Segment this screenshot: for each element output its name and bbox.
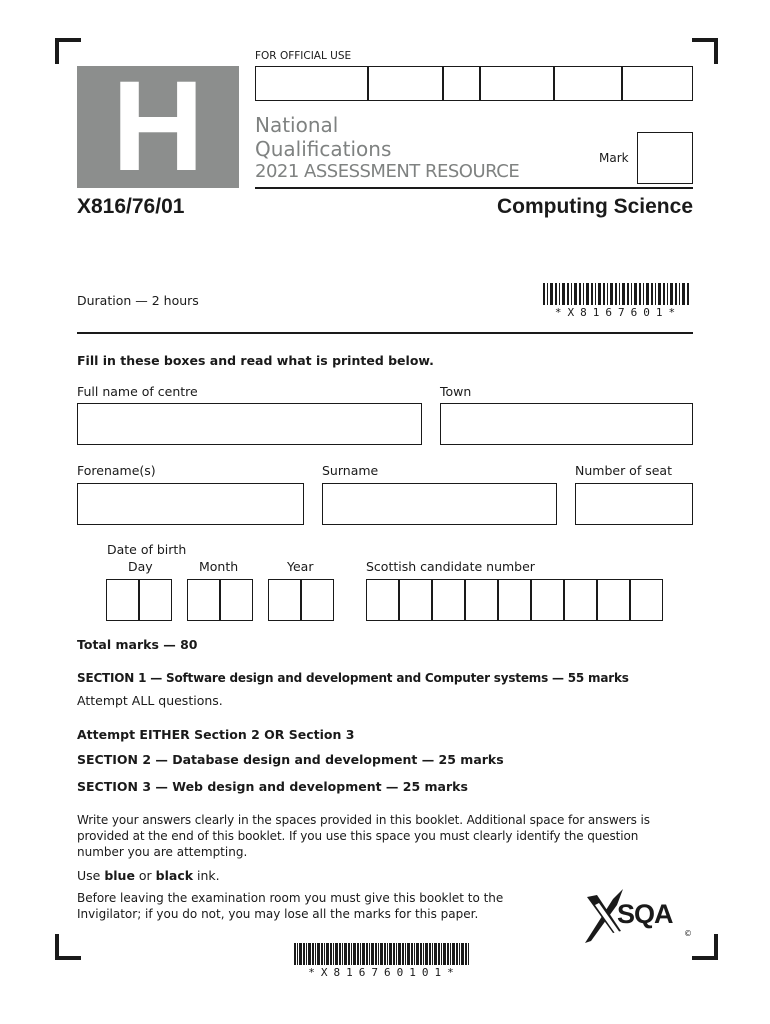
- dob-day-cell-1[interactable]: [106, 579, 139, 621]
- barcode-bar: [432, 943, 433, 965]
- ink-black: black: [155, 868, 194, 883]
- nq-line-national: National: [255, 113, 339, 137]
- barcode-bar: [335, 943, 338, 965]
- barcode-bar: [306, 943, 307, 965]
- barcode-bar: [411, 943, 413, 965]
- barcode-bar: [555, 283, 557, 305]
- scn-cell-7[interactable]: [564, 579, 597, 621]
- sqa-logo-text: SQA: [617, 899, 673, 929]
- barcode-bar: [543, 283, 545, 305]
- crop-mark-top-right: [692, 38, 718, 64]
- barcode-bar: [607, 283, 608, 305]
- seat-number-label: Number of seat: [575, 463, 672, 478]
- barcode-bar: [441, 943, 442, 965]
- barcode-bar: [297, 943, 298, 965]
- barcode-bar: [591, 283, 593, 305]
- header-rule: [255, 187, 693, 189]
- barcode-bar: [663, 283, 665, 305]
- barcode-bar: [610, 283, 613, 305]
- barcode-bar: [658, 283, 661, 305]
- date-of-birth-label: Date of birth: [107, 542, 187, 557]
- barcode-bar: [357, 943, 359, 965]
- barcode-bar: [407, 943, 410, 965]
- duration-rule: [77, 332, 693, 334]
- subject-title: Computing Science: [496, 195, 693, 218]
- scn-cell-4[interactable]: [465, 579, 498, 621]
- barcode-bar: [396, 943, 397, 965]
- surname-label: Surname: [322, 463, 379, 478]
- nq-line-assessment: 2021 ASSESSMENT RESOURCE: [255, 161, 520, 182]
- barcode-bar: [330, 943, 332, 965]
- barcode-bar: [655, 283, 656, 305]
- barcode-bottom-text: *X816760101*: [308, 966, 460, 979]
- crop-mark-bottom-left: [55, 934, 81, 960]
- official-use-box: [255, 66, 693, 101]
- mark-box: [637, 132, 693, 184]
- barcode-bar: [550, 283, 553, 305]
- nq-line-qualifications: Qualifications: [255, 137, 392, 161]
- barcode-top-text: *X8167601*: [554, 306, 682, 319]
- barcode-bar: [622, 283, 625, 305]
- dob-year-cell-2[interactable]: [301, 579, 334, 621]
- form-instruction: Fill in these boxes and read what is printed below.: [77, 353, 434, 368]
- barcode-bar: [574, 283, 577, 305]
- barcode-bar: [447, 943, 449, 965]
- barcode-bar: [384, 943, 386, 965]
- attempt-either-text: Attempt EITHER Section 2 OR Section 3: [77, 727, 355, 742]
- crop-mark-bottom-right: [692, 934, 718, 960]
- barcode-bar: [371, 943, 374, 965]
- higher-logo: [77, 55, 239, 198]
- section-3-heading: SECTION 3 — Web design and development — 25 marks: [77, 779, 468, 794]
- barcode-bar: [687, 283, 689, 305]
- barcode-bar: [378, 943, 379, 965]
- barcode-bar: [362, 943, 365, 965]
- barcode-bar: [353, 943, 356, 965]
- barcode-bar: [321, 943, 323, 965]
- barcode-bar: [324, 943, 325, 965]
- barcode-bar: [312, 943, 314, 965]
- barcode-bar: [579, 283, 581, 305]
- barcode-bar: [465, 943, 467, 965]
- barcode-bar: [414, 943, 415, 965]
- ink-or: or: [134, 868, 156, 883]
- barcode-bar: [425, 943, 428, 965]
- scn-cell-1[interactable]: [366, 579, 399, 621]
- forenames-label: Forename(s): [77, 463, 156, 478]
- higher-logo-letter: H: [111, 55, 205, 198]
- barcode-bar: [615, 283, 617, 305]
- barcode-bar: [456, 943, 458, 965]
- surname-field[interactable]: [322, 483, 557, 525]
- barcode-bar: [583, 283, 584, 305]
- barcode-bar: [547, 283, 548, 305]
- barcode-bar: [429, 943, 431, 965]
- total-marks: Total marks — 80: [77, 637, 198, 652]
- barcode-bar: [315, 943, 316, 965]
- barcode-bar: [375, 943, 377, 965]
- barcode-bar: [360, 943, 361, 965]
- section-2-heading: SECTION 2 — Database design and development — 25 marks: [77, 752, 504, 767]
- section-1-heading: SECTION 1 — Software design and development and Computer systems — 55 marks: [77, 671, 629, 685]
- barcode-bottom: [294, 943, 474, 979]
- barcode-bottom-bars: [294, 943, 474, 965]
- barcode-top: [543, 283, 693, 319]
- town-label: Town: [440, 384, 472, 399]
- ink-suffix: ink.: [193, 868, 220, 883]
- ink-prefix: Use: [77, 868, 105, 883]
- barcode-bar: [670, 283, 673, 305]
- scn-cell-6[interactable]: [531, 579, 564, 621]
- ink-blue: blue: [104, 868, 135, 883]
- barcode-bar: [389, 943, 392, 965]
- official-use-label: FOR OFFICIAL USE: [255, 50, 352, 62]
- sqa-copyright: ©: [684, 929, 692, 938]
- barcode-bar: [416, 943, 419, 965]
- barcode-bar: [682, 283, 685, 305]
- barcode-bar: [468, 943, 469, 965]
- scn-cell-3[interactable]: [432, 579, 465, 621]
- forenames-field[interactable]: [77, 483, 304, 525]
- month-label: Month: [199, 559, 239, 574]
- barcode-bar: [351, 943, 352, 965]
- barcode-bar: [369, 943, 370, 965]
- barcode-bar: [423, 943, 424, 965]
- barcode-top-bars: [543, 283, 693, 305]
- barcode-bar: [366, 943, 368, 965]
- scn-cell-8[interactable]: [597, 579, 630, 621]
- barcode-bar: [420, 943, 422, 965]
- barcode-bar: [631, 283, 632, 305]
- ink-instruction: [77, 868, 220, 883]
- mark-label: Mark: [599, 151, 629, 165]
- barcode-bar: [679, 283, 680, 305]
- barcode-bar: [667, 283, 668, 305]
- barcode-bar: [675, 283, 677, 305]
- barcode-bar: [646, 283, 649, 305]
- write-instructions-line-2: provided at the end of this booklet. If you use this space you must clearly identify the question: [77, 829, 639, 843]
- barcode-bar: [571, 283, 572, 305]
- barcode-bar: [294, 943, 296, 965]
- barcode-bar: [651, 283, 653, 305]
- barcode-bar: [380, 943, 383, 965]
- barcode-bar: [598, 283, 601, 305]
- town-field[interactable]: [440, 403, 693, 445]
- barcode-bar: [326, 943, 329, 965]
- barcode-bar: [567, 283, 569, 305]
- barcode-bar: [603, 283, 605, 305]
- duration-text: Duration — 2 hours: [77, 293, 199, 308]
- barcode-bar: [387, 943, 388, 965]
- barcode-bar: [619, 283, 620, 305]
- day-label: Day: [128, 559, 153, 574]
- barcode-bar: [339, 943, 341, 965]
- barcode-bar: [450, 943, 451, 965]
- centre-name-field[interactable]: [77, 403, 422, 445]
- write-instructions-line-1: Write your answers clearly in the spaces provided in this booklet. Additional space for answers is: [77, 813, 650, 827]
- barcode-bar: [344, 943, 347, 965]
- barcode-bar: [303, 943, 305, 965]
- barcode-bar: [405, 943, 406, 965]
- barcode-bar: [586, 283, 589, 305]
- before-leaving-line-2: Invigilator; if you do not, you may lose all the marks for this paper.: [77, 907, 479, 921]
- barcode-bar: [459, 943, 460, 965]
- seat-number-field[interactable]: [575, 483, 693, 525]
- scn-cell-2[interactable]: [399, 579, 432, 621]
- barcode-bar: [402, 943, 404, 965]
- dob-day-cell-2[interactable]: [139, 579, 172, 621]
- barcode-bar: [333, 943, 334, 965]
- dob-month-cell-1[interactable]: [187, 579, 220, 621]
- barcode-bar: [452, 943, 455, 965]
- year-label: Year: [287, 559, 314, 574]
- barcode-bar: [342, 943, 343, 965]
- barcode-bar: [443, 943, 446, 965]
- dob-year-cell-1[interactable]: [268, 579, 301, 621]
- barcode-bar: [634, 283, 637, 305]
- barcode-bar: [317, 943, 320, 965]
- barcode-bar: [308, 943, 311, 965]
- scn-label: Scottish candidate number: [366, 559, 535, 574]
- barcode-bar: [348, 943, 350, 965]
- barcode-bar: [461, 943, 464, 965]
- scn-cell-5[interactable]: [498, 579, 531, 621]
- barcode-bar: [393, 943, 395, 965]
- barcode-bar: [595, 283, 596, 305]
- write-instructions-line-3: number you are attempting.: [77, 845, 248, 859]
- attempt-all-text: Attempt ALL questions.: [77, 693, 223, 708]
- barcode-bar: [299, 943, 302, 965]
- centre-name-label: Full name of centre: [77, 384, 198, 399]
- scn-cell-9[interactable]: [630, 579, 663, 621]
- before-leaving-line-1: Before leaving the examination room you must give this booklet to the: [77, 891, 504, 905]
- dob-month-cell-2[interactable]: [220, 579, 253, 621]
- barcode-bar: [643, 283, 644, 305]
- sqa-logo: [583, 887, 695, 945]
- barcode-bar: [639, 283, 641, 305]
- barcode-bar: [438, 943, 440, 965]
- barcode-bar: [398, 943, 401, 965]
- barcode-bar: [434, 943, 437, 965]
- paper-code: X816/76/01: [77, 195, 185, 218]
- barcode-bar: [559, 283, 560, 305]
- barcode-bar: [562, 283, 565, 305]
- barcode-bar: [627, 283, 629, 305]
